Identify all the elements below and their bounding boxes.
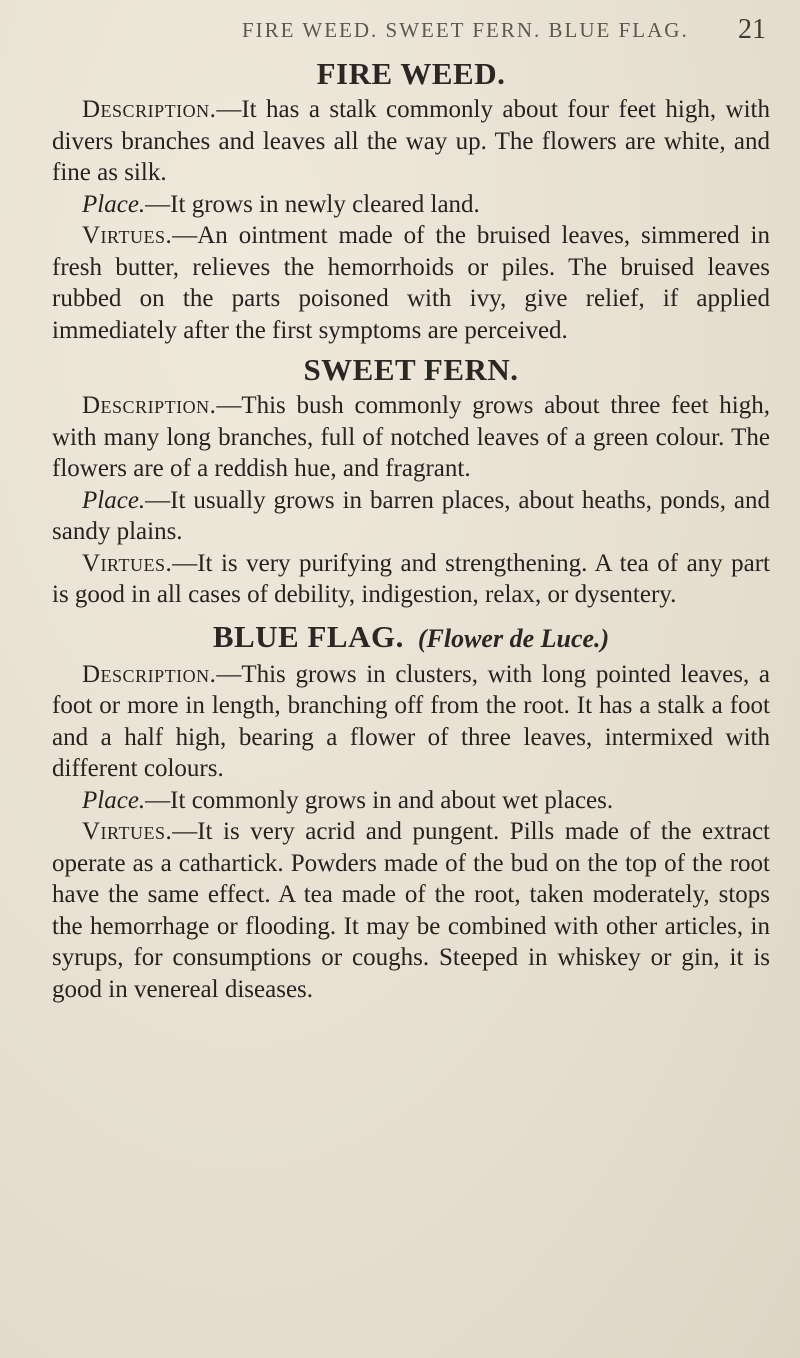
entry-virtues [52,548,770,611]
entry-place [52,485,770,548]
section-heading [52,54,770,94]
page-number: 21 [738,14,766,45]
entry-place [52,785,770,817]
entry-description [52,94,770,189]
running-head [52,10,770,54]
entry-label: Virtues. [82,222,173,249]
section-title: FIRE WEED. [316,56,506,91]
section-subtitle: (Flower de Luce.) [417,623,610,653]
entry-description [52,390,770,485]
entry-label: Place. [82,786,146,814]
entry-label: Place. [82,190,146,218]
entry-text: —It usually grows in barren places, about heaths, ponds, and sandy plains. [52,486,770,545]
entry-text: —An ointment made of the bruised leaves, simmered in fresh butter, relieves the hemorrhoids or piles. The bruised leaves rubbed on the parts poisoned with ivy, give relief, if applied immediately after the first symptoms are perceived. [52,222,770,344]
entry-text: —This bush commonly grows about three feet high, with many long branches, full of notched leaves of a green colour. The flowers are of a reddish hue, and fragrant. [52,392,770,482]
book-page [52,10,770,1005]
entry-label: Description. [82,392,217,419]
entry-label: Description. [82,96,217,123]
entry-text: —It is very acrid and pungent. Pills made of the extract operate as a cathartick. Powders made of the bud on the top of the root have the same effect. A tea made of the root, taken moderately, stops the hemorrhage or flooding. It may be combined with other articles, in syrups, for consumptions or coughs. Steeped in whiskey or gin, it is good in venereal diseases. [52,818,770,1003]
entry-place [52,189,770,221]
entry-label: Description. [82,660,217,688]
entry-label: Virtues. [82,549,173,577]
section-fire-weed [52,54,770,346]
entry-text: —This grows in clusters, with long pointed leaves, a foot or more in length, branching off from the root. It has a stalk a foot and a half high, bearing a flower of three leaves, intermixed with different colours. [52,660,770,782]
section-heading [52,350,770,390]
entry-description [52,659,770,785]
section-sweet-fern [52,350,770,611]
entry-label: Virtues. [82,818,173,845]
entry-text: —It has a stalk commonly about four feet high, with divers branches and leaves all the way up. The flowers are white, and fine as silk. [52,96,770,186]
entry-text: —It is very purifying and strengthening. A tea of any part is good in all cases of debility, indigestion, relax, or dysentery. [52,549,770,608]
entry-virtues [52,816,770,1005]
entry-text: —It commonly grows in and about wet places. [145,786,614,814]
section-blue-flag [52,617,770,1006]
section-heading [52,617,770,659]
entry-label: Place. [82,486,146,514]
section-title: BLUE FLAG. [212,618,404,654]
entry-text: —It grows in newly cleared land. [145,190,480,218]
running-title: FIRE WEED. SWEET FERN. BLUE FLAG. [242,18,689,42]
entry-virtues [52,220,770,346]
section-title: SWEET FERN. [303,352,519,387]
